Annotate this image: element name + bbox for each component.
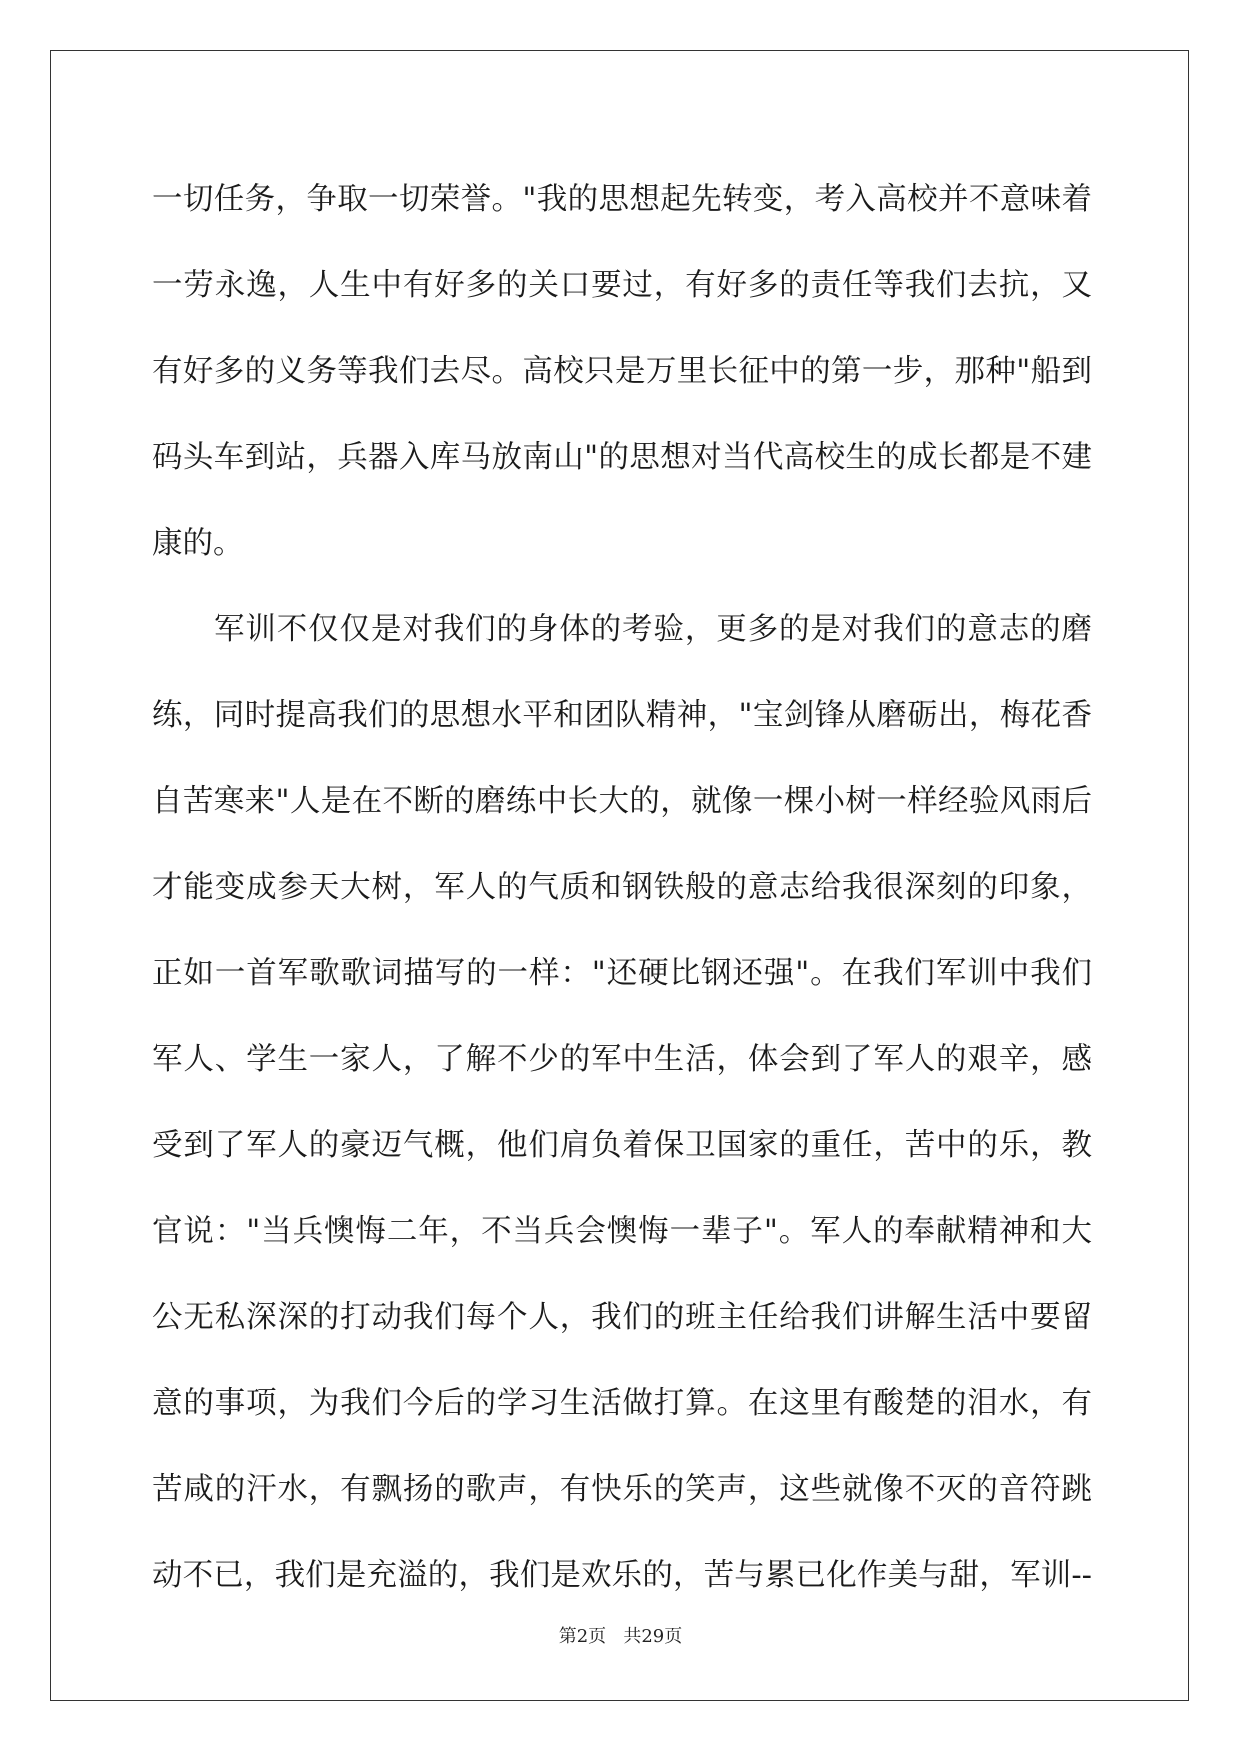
- text-line: 一劳永逸，人生中有好多的关口要过，有好多的责任等我们去抗，又: [152, 268, 1092, 303]
- text-line: 自苦寒来"人是在不断的磨练中长大的，就像一棵小树一样经验风雨后: [152, 784, 1092, 819]
- document-body: [152, 157, 1092, 1619]
- text-line: 有好多的义务等我们去尽。高校只是万里长征中的第一步，那种"船到: [152, 354, 1092, 389]
- text-line: 正如一首军歌歌词描写的一样："还硬比钢还强"。在我们军训中我们: [152, 956, 1092, 991]
- text-line: 一切任务，争取一切荣誉。"我的思想起先转变，考入高校并不意味着: [152, 182, 1092, 217]
- text-line: 练，同时提高我们的思想水平和团队精神，"宝剑锋从磨砺出，梅花香: [152, 698, 1092, 733]
- paragraph-2: [152, 587, 1092, 1619]
- text-line: 意的事项，为我们今后的学习生活做打算。在这里有酸楚的泪水，有: [152, 1386, 1092, 1421]
- text-line: 公无私深深的打动我们每个人，我们的班主任给我们讲解生活中要留: [152, 1300, 1092, 1335]
- text-line: 康的。: [152, 526, 244, 561]
- text-line: 军人、学生一家人，了解不少的军中生活，体会到了军人的艰辛，感: [152, 1042, 1092, 1077]
- text-line: 才能变成参天大树，军人的气质和钢铁般的意志给我很深刻的印象，: [152, 870, 1092, 905]
- text-line: 官说："当兵懊悔二年，不当兵会懊悔一辈子"。军人的奉献精神和大: [152, 1214, 1092, 1249]
- page-number-footer: 第2页 共29页: [558, 1626, 683, 1647]
- text-line: 受到了军人的豪迈气概，他们肩负着保卫国家的重任，苦中的乐，教: [152, 1128, 1092, 1163]
- text-line: 码头车到站，兵器入库马放南山"的思想对当代高校生的成长都是不建: [152, 440, 1092, 475]
- text-line: 军训不仅仅是对我们的身体的考验，更多的是对我们的意志的磨: [214, 612, 1092, 647]
- paragraph-1: [152, 157, 1092, 587]
- text-line: 动不已，我们是充溢的，我们是欢乐的，苦与累已化作美与甜，军训--: [152, 1558, 1092, 1593]
- text-line: 苦咸的汗水，有飘扬的歌声，有快乐的笑声，这些就像不灭的音符跳: [152, 1472, 1092, 1507]
